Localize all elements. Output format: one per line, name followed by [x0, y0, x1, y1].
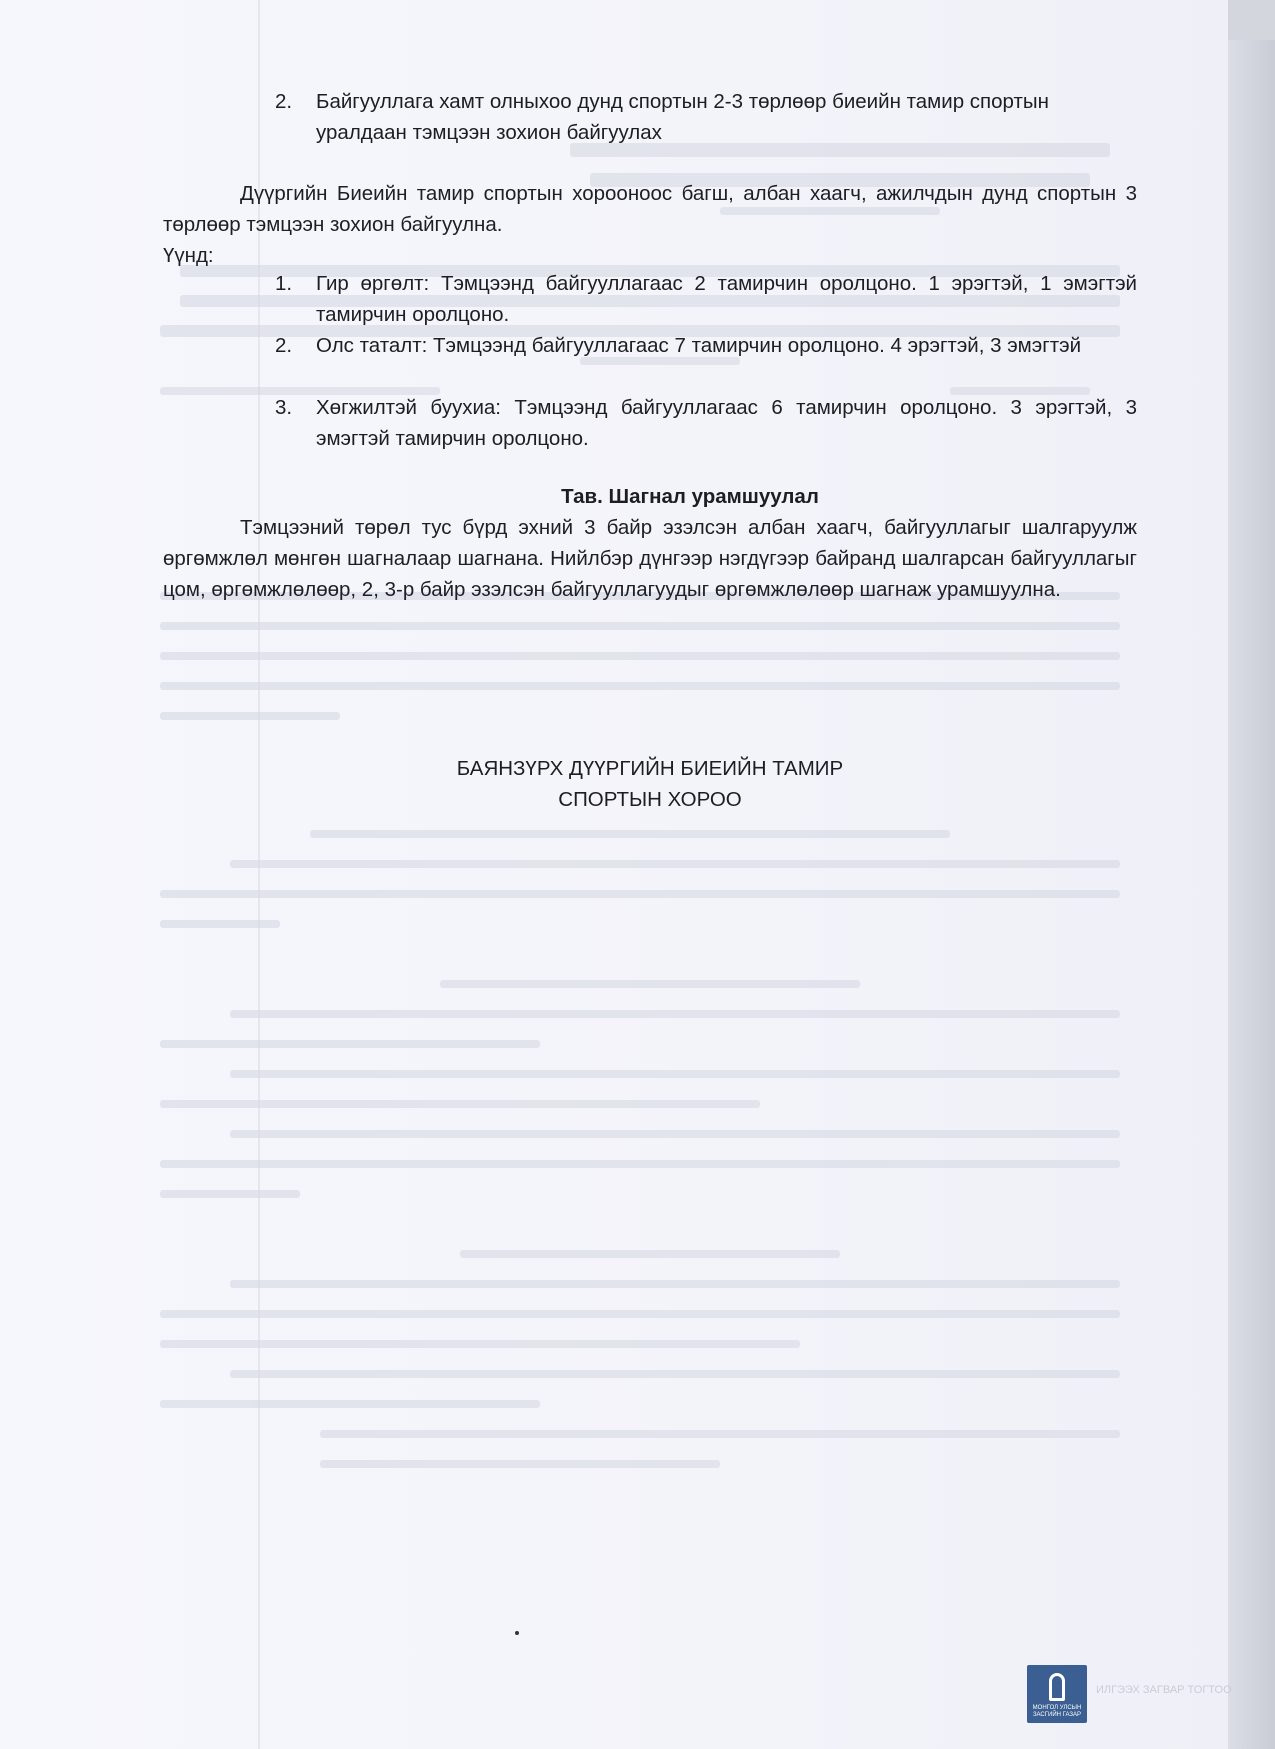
intro-paragraph: Дүүргийн Биеийн тамир спортын хорооноос багш, албан хаагч, ажилчдын дунд спортын 3 төрлөөр тэмцээн зохион байгуулна.	[163, 182, 1137, 236]
label-yund: Үүнд:	[163, 244, 214, 267]
signature-line-2: СПОРТЫН ХОРОО	[558, 788, 742, 811]
list-number: 1.	[275, 272, 293, 295]
list-item	[275, 86, 1137, 148]
list-number: 3.	[275, 396, 293, 419]
list-item	[275, 330, 1137, 361]
list-number: 2.	[275, 334, 293, 357]
list-text: Гир өргөлт: Тэмцээнд байгууллагаас 2 тамирчин оролцоно. 1 эрэгтэй, 1 эмэгтэй тамирчин оролцоно.	[316, 272, 1137, 326]
government-stamp-logo	[1027, 1665, 1087, 1723]
soyombo-icon	[1049, 1673, 1065, 1701]
section-body: Тэмцээний төрөл тус бүрд эхний 3 байр эзэлсэн албан хаагч, байгууллагыг шалгаруулж өргөмжлөл мөнгөн шагналаар шагнана. Нийлбэр дүнгээр нэгдүгээр байранд шалгарсан байгууллагыг цом, өргөмжлөлөөр, 2, 3-р байр эзэлсэн байгууллагуудыг өргөмжлөлөөр шагнаж урамшуулна.	[163, 516, 1137, 601]
list-text: Байгууллага хамт олныхоо дунд спортын 2-3 төрлөөр биеийн тамир спортын уралдаан тэмцээн зохион байгуулах	[316, 90, 1049, 144]
stamp-label: МОНГОЛ УЛСЫН ЗАСГИЙН ГАЗАР	[1032, 1705, 1082, 1718]
stamp-side-text: ИЛГЭЭХ ЗАГВАР ТОГТОО	[1096, 1684, 1232, 1696]
list-number: 2.	[275, 90, 293, 113]
bleed-through-text	[160, 818, 1140, 1478]
list-text: Хөгжилтэй буухиа: Тэмцээнд байгууллагаас 6 тамирчин оролцоно. 3 эрэгтэй, 3 эмэгтэй тамирчин оролцоно.	[316, 396, 1137, 450]
list-text: Олс таталт: Тэмцээнд байгууллагаас 7 тамирчин оролцоно. 4 эрэгтэй, 3 эмэгтэй	[316, 334, 1082, 357]
list-item	[275, 392, 1137, 454]
scan-edge	[1228, 0, 1275, 1749]
list-item	[275, 268, 1137, 330]
signature-line-1: БАЯНЗҮРХ ДҮҮРГИЙН БИЕИЙН ТАМИР	[456, 757, 844, 780]
scan-speck	[515, 1631, 519, 1635]
scan-edge-corner	[1228, 0, 1275, 40]
section-heading: Тав. Шагнал урамшуулал	[561, 485, 819, 508]
